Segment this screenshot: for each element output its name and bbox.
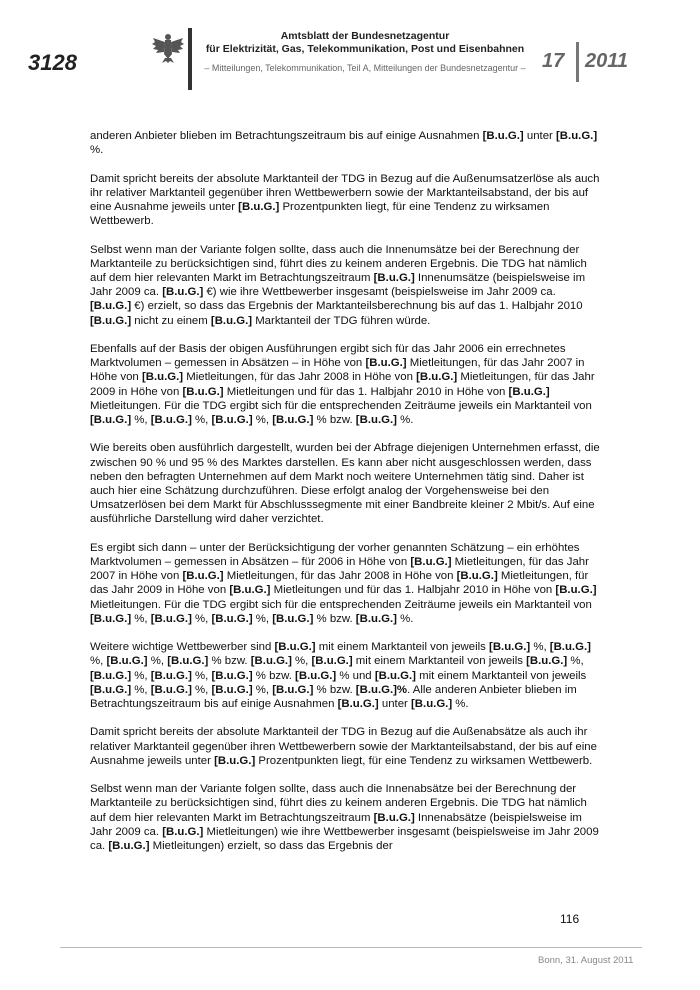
text-run: % bzw. <box>313 612 356 625</box>
paragraph <box>90 441 600 526</box>
text-run: %. <box>396 612 414 625</box>
redacted-marker: [B.u.G.] <box>211 683 253 696</box>
text-run: %, <box>131 612 151 625</box>
redacted-marker: [B.u.G.] <box>416 371 458 384</box>
redacted-marker: [B.u.G.] <box>150 414 192 427</box>
text-run: Mietleitungen und für das 1. Halbjahr 2010 in Höhe von <box>223 385 509 398</box>
redacted-marker: [B.u.G.] <box>90 669 132 682</box>
text-run: % bzw. <box>313 683 356 696</box>
text-run: % bzw. <box>252 669 296 682</box>
redacted-marker: [B.u.G.] <box>167 655 209 668</box>
text-run: Damit spricht bereits der absolute Marktanteil der TDG in Bezug auf die Außenabsätze als auch ihr relativer Marktanteil gegenüber ihren Wettbewerbern sowie der Marktanteilsabstand, der bis auf eine Ausnahme jeweils unter <box>90 726 597 767</box>
text-run: %, <box>191 669 212 682</box>
redacted-marker: [B.u.G.] <box>555 584 597 597</box>
text-run: Marktanteil der TDG führen würde. <box>252 314 431 327</box>
text-run: Mietleitungen, für das Jahr 2009 in Höhe von <box>90 371 595 398</box>
redacted-marker: [B.u.G.] <box>410 556 452 569</box>
text-run: Mietleitungen. Für die TDG ergibt sich für die entsprechenden Zeiträume jeweils ein Marktanteil von <box>90 399 592 412</box>
text-run: Mietleitungen und für das 1. Halbjahr 2010 in Höhe von <box>270 584 556 597</box>
redacted-marker: [B.u.G.] <box>355 612 397 625</box>
publication-title-line-2: für Elektrizität, Gas, Telekommunikation, Post und Eisenbahnen <box>205 43 525 55</box>
redacted-marker: [B.u.G.] <box>456 570 498 583</box>
text-run: Prozentpunkten liegt, für eine Tendenz zu wirksamen Wettbewerb. <box>90 201 550 228</box>
text-run: Mietleitungen, für das Jahr 2007 in Höhe von <box>90 556 589 583</box>
text-run: Mietleitungen) wie ihre Wettbewerber insgesamt (beispielsweise im Jahr 2009 ca. <box>90 825 599 853</box>
redacted-marker: [B.u.G.] <box>337 698 379 711</box>
redacted-marker: [B.u.G.] <box>272 683 314 696</box>
redacted-marker: [B.u.G.] <box>411 698 453 711</box>
text-run: Mietleitungen, für das Jahr 2008 in Höhe von <box>183 371 417 384</box>
body-text <box>90 129 600 867</box>
text-run: Prozentpunkten liegt, für eine Tendenz zu wirksamen Wettbewerb. <box>255 754 593 767</box>
text-run: Ebenfalls auf der Basis der obigen Ausführungen ergibt sich für das Jahr 2006 ein errechnetes Marktvolumen – gemessen in Absätzen – in Höhe von <box>90 343 566 370</box>
text-run: %, <box>131 683 151 696</box>
redacted-marker: [B.u.G.] <box>295 669 337 682</box>
text-run: %, <box>131 414 151 427</box>
redacted-marker: [B.u.G.] <box>272 612 314 625</box>
redacted-marker: [B.u.G.] <box>90 683 132 696</box>
text-run: €) wie ihre Wettbewerber insgesamt (beispielsweise im Jahr 2009 ca. <box>203 286 556 299</box>
paragraph <box>90 129 600 157</box>
redacted-marker: [B.u.G.] <box>489 641 531 654</box>
text-run: Mietleitungen, für das Jahr 2008 in Höhe von <box>223 570 457 583</box>
text-run: Mietleitungen, für das Jahr 2009 in Höhe von <box>90 570 589 597</box>
paragraph <box>90 541 600 626</box>
redacted-marker: [B.u.G.] <box>150 669 192 682</box>
text-run: %, <box>567 655 584 668</box>
footer-divider <box>60 947 642 948</box>
redacted-marker: [B.u.G.] <box>214 754 256 767</box>
redacted-marker: [B.u.G.] <box>250 655 292 668</box>
redacted-marker: [B.u.G.] <box>373 272 415 284</box>
redacted-marker: [B.u.G.] <box>365 357 407 370</box>
redacted-marker: [B.u.G.] <box>90 300 132 313</box>
redacted-marker: [B.u.G.] <box>508 385 550 398</box>
text-run: anderen Anbieter blieben im Betrachtungszeitraum bis auf einige Ausnahmen <box>90 130 483 142</box>
text-run: nicht zu einem <box>131 314 211 327</box>
text-run: mit einem Marktanteil von jeweils <box>415 669 587 682</box>
header-divider <box>188 28 192 90</box>
text-run: %, <box>191 683 212 696</box>
paragraph <box>90 342 600 427</box>
text-run: %, <box>147 655 168 668</box>
text-run: %. <box>396 414 414 427</box>
redacted-marker: [B.u.G.] <box>229 584 271 597</box>
redacted-marker: [B.u.G.] <box>162 286 204 299</box>
text-run: Mietleitungen. Für die TDG ergibt sich für die entsprechenden Zeiträume jeweils ein Marktanteil von <box>90 598 592 611</box>
text-run: Selbst wenn man der Variante folgen sollte, dass auch die Innenabsätze bei der Berechnung der Marktanteile zu berücksichtigen sind, führt dies zu keinem anderen Ergebnis. Die TDG hat nämlich auf dem hier relevanten Markt im Betrachtungszeitraum <box>90 783 587 824</box>
redacted-marker: [B.u.G.] <box>374 669 416 682</box>
footer-date: Bonn, 31. August 2011 <box>538 955 634 966</box>
text-run: . Alle anderen Anbieter blieben im Betrachtungszeitraum bis auf einige Ausnahmen <box>90 683 577 711</box>
redacted-marker: [B.u.G.] <box>311 655 353 668</box>
paragraph <box>90 640 600 711</box>
redacted-marker: [B.u.G.] <box>182 570 224 583</box>
text-run: %. <box>90 144 104 157</box>
text-run: % bzw. <box>313 414 356 427</box>
text-run: mit einem Marktanteil von jeweils <box>352 655 527 668</box>
text-run: %. <box>452 698 469 711</box>
text-run: Innenumsätze (beispielsweise im Jahr 2009 ca. <box>90 272 586 299</box>
folio-number: 116 <box>560 912 580 926</box>
paragraph <box>90 243 600 328</box>
publication-title <box>200 30 530 56</box>
redacted-marker: [B.u.G.] <box>141 371 184 384</box>
redacted-marker: [B.u.G.] <box>211 612 253 625</box>
redacted-marker: [B.u.G.]% <box>355 683 408 696</box>
redacted-marker: [B.u.G.] <box>211 669 253 682</box>
redacted-marker: [B.u.G.] <box>373 811 415 824</box>
text-run: unter <box>523 130 557 142</box>
paragraph <box>90 172 600 229</box>
redacted-marker: [B.u.G.] <box>210 314 253 327</box>
redacted-marker: [B.u.G.] <box>211 414 253 427</box>
text-run: Mietleitungen, für das Jahr 2007 in Höhe von <box>90 357 585 384</box>
text-run: %, <box>530 641 550 654</box>
redacted-marker: [B.u.G.] <box>482 130 524 142</box>
paragraph <box>90 725 600 768</box>
text-run: %, <box>191 414 212 427</box>
publication-subtitle: – Mitteilungen, Telekommunikation, Teil A, Mitteilungen der Bundesnetzagentur – <box>204 63 526 73</box>
redacted-marker: [B.u.G.] <box>355 414 397 427</box>
redacted-marker: [B.u.G.] <box>162 825 204 838</box>
text-run: Es ergibt sich dann – unter der Berücksichtigung der vorher genannten Schätzung – ein erhöhtes Marktvolumen – gemessen in Absätzen – für 2006 in Höhe von <box>90 541 580 569</box>
redacted-marker: [B.u.G.] <box>274 641 316 654</box>
issue-year: 2011 <box>585 50 629 72</box>
text-run: Innenabsätze (beispielsweise im Jahr 2009 ca. <box>90 811 582 838</box>
federal-eagle-icon <box>150 32 186 64</box>
text-run: €) erzielt, so dass das Ergebnis der Marktanteilsberechnung bis auf das 1. Halbjahr 2010 <box>131 300 583 313</box>
text-run: % und <box>336 669 375 682</box>
text-run: %, <box>252 414 273 427</box>
page-number: 3128 <box>28 50 77 75</box>
redacted-marker: [B.u.G.] <box>108 840 150 853</box>
text-run: %, <box>131 669 151 682</box>
text-run: unter <box>378 698 412 711</box>
redacted-marker: [B.u.G.] <box>526 655 568 668</box>
issue-divider <box>576 42 579 82</box>
text-run: Weitere wichtige Wettbewerber sind <box>90 641 275 654</box>
text-run: %, <box>291 655 312 668</box>
text-run: mit einem Marktanteil von jeweils <box>315 641 490 654</box>
redacted-marker: [B.u.G.] <box>90 414 132 427</box>
text-run: Damit spricht bereits der absolute Marktanteil der TDG in Bezug auf die Außenumsatzerlöse als auch ihr relativer Marktanteil gegenüber ihren Wettbewerbern sowie der Marktanteilsabstand, der bis auf eine Ausnahme jeweils unter <box>90 172 600 213</box>
redacted-marker: [B.u.G.] <box>556 130 598 142</box>
text-run: %, <box>191 612 212 625</box>
redacted-marker: [B.u.G.] <box>272 414 314 427</box>
redacted-marker: [B.u.G.] <box>182 385 224 398</box>
issue-number: 17 <box>542 50 565 72</box>
text-run: %, <box>252 683 273 696</box>
redacted-marker: [B.u.G.] <box>238 201 280 213</box>
text-run: Mietleitungen) erzielt, so dass das Ergebnis der <box>149 840 393 853</box>
publication-title-line-1: Amtsblatt der Bundesnetzagentur <box>280 30 450 42</box>
redacted-marker: [B.u.G.] <box>90 612 132 625</box>
redacted-marker: [B.u.G.] <box>106 655 148 668</box>
text-run: Wie bereits oben ausführlich dargestellt, wurden bei der Abfrage diejenigen Unternehmen erfasst, die zwischen 90 % und 95 % des Marktes darstellen. Es kann aber nicht ausgeschlossen werden, dass neben den befragten Unternehmen auf dem Markt noch weitere Unternehmen tätig sind. Daher ist auch hier eine Schätzung durchzuführen. Diese erfolgt analog der Vorgehensweise bei den Umsatzerlösen bei dem Markt für Abschlusssegmente mit einer Bandbreite kleiner 2 Mbit/s. Auf eine ausführliche Darstellung wird daher verzichtet. <box>90 442 600 526</box>
redacted-marker: [B.u.G.] <box>150 683 192 696</box>
paragraph <box>90 782 600 853</box>
redacted-marker: [B.u.G.] <box>90 314 132 327</box>
redacted-marker: [B.u.G.] <box>549 641 591 654</box>
text-run: %, <box>252 612 273 625</box>
text-run: Selbst wenn man der Variante folgen sollte, dass auch die Innenumsätze bei der Berechnung der Marktanteile zu berücksichtigen sind, führt dies zu keinem anderen Ergebnis. Die TDG hat nämlich auf dem hier relevanten Markt im Betrachtungszeitraum <box>90 243 587 284</box>
text-run: %, <box>90 655 107 668</box>
text-run: % bzw. <box>208 655 251 668</box>
redacted-marker: [B.u.G.] <box>150 612 192 625</box>
